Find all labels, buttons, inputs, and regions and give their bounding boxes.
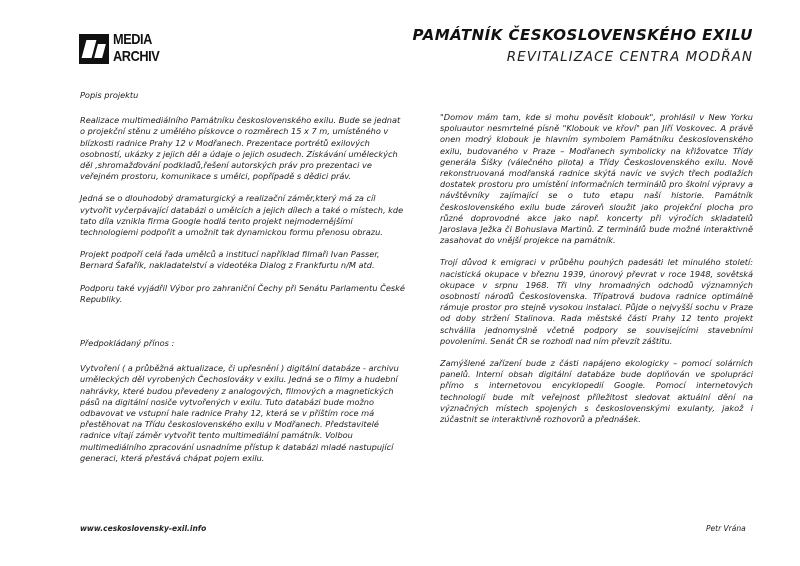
- footer-author: Petr Vrána: [706, 524, 746, 533]
- paragraph: "Domov mám tam, kde si mohu pověsit klobouk", prohlásil v New Yorku spoluautor nesmrtelné písně "Klobouk ve křoví" pan Jiří Voskovec. A právě onen modrý klobouk je hlavním symbolem Památníku československého exilu, budovaného v Praze – Modřanech symbolicky na křižovatce Třídy generála Šišky (válečného pilota) a Třídy Československého exilu. Nově rekonstruovaná modřanská radnice skýtá navíc ve svých třech podlažích dostatek prostoru pro umístění informačních terminálů pro školní výpravy a návštěvníky zajímající se o tuto etapu naší historie. Památník československého exilu bude zároveň sloužit jako projekční plocha pro různé doprovodné akce jako např. koncerty při výročích skladatelů Jaroslava Ježka či Bohuslava Martinů. Z terminálů bude možné interaktivně zasahovat do vnější projekce na památník.: [440, 112, 753, 246]
- paragraph: Trojí důvod k emigraci v průběhu pouhých padesáti let minulého století: nacistická okupace v březnu 1939, únorový převrat v roce 1948, sovětská okupace v srpnu 1968. Tři vlny hromadných odchodů významných osobností národů Československa. Třípatrová budova radnice optimálně rámuje prostor pro stejně vysokou instalaci. Půjde o nejvyšší sochu v Praze od doby stržení Stalinova. Rada městské části Prahy 12 tento projekt schválila jednomyslně včetně podpory se souvisejícími stavebními povoleními. Senát ČR se rozhodl nad ním převzít záštitu.: [440, 257, 753, 346]
- paragraph: Projekt podpoří celá řada umělců a institucí například filmaři Ivan Passer, Bernard Šafařík, nakladatelství a videotéka Dialog z Frankfurtu n/M atd.: [80, 249, 380, 271]
- logo-text: MEDIA ARCHIV: [113, 31, 160, 65]
- section-heading-description: Popis projektu: [80, 90, 139, 100]
- paragraph: Realizace multimediálního Památníku československého exilu. Bude se jednat o projekční stěnu z umělého pískovce o rozměrech 15 x 7 m, umístěného v blízkosti radnice Prahy 12 v Modřanech. Prezentace portrétů exilových osobností, ukázky z jejich děl a údaje o jejich osudech. Získávání uměleckých děl ,shromažďování podkladů,řešení autorských práv pro prezentaci ve veřejném prostoru, komunikace s umělci, popřípadě s dědici práv.: [80, 115, 401, 182]
- footer-url: www.ceskoslovensky-exil.info: [80, 524, 207, 533]
- right-column: [440, 112, 753, 436]
- page-title: PAMÁTNÍK ČESKOSLOVENSKÉHO EXILU: [412, 26, 753, 44]
- logo-mark-icon: [79, 34, 109, 64]
- paragraph: Vytvoření ( a průběžná aktualizace, či upřesnění ) digitální databáze - archivu uměleckých děl vyrobených Čechoslováky v exilu. Jedná se o filmy a hudební nahrávky, které budou převedeny z analogových, filmových a magnetických pásů na digitální nosiče vytvořených v exilu. Tuto databázi bude možno odbavovat ve vstupní hale radnice Prahy 12, která se v příštím roce má přestěhovat na Třídu československého exilu v Modřanech. Představitelé radnice vítají záměr vytvořit tento multimediální památník. Volbou multimediálního zpracování usnadníme přístup k databázi mladé nastupující generaci, která přestává chápat pojem exilu.: [80, 363, 399, 463]
- media-archiv-logo: [79, 30, 174, 68]
- spacer: [80, 316, 405, 338]
- paragraph: Jedná se o dlouhodobý dramaturgický a realizační záměr,který má za cíl vytvořit vyčerpávající databázi o umělcích a jejich dílech a také o místech, kde tato díla vznikla firma Google hodlá tento projekt nejmodernějšími technologiemi podpořit a umožnit tak dynamickou formu přenosu obrazu.: [80, 193, 404, 238]
- paragraph: Zamýšlené zařízení bude z části napájeno ekologicky – pomocí solárních panelů. Interní obsah digitální databáze bude doplňován ve spolupráci přímo s internetovou encyklopedií Google. Pomocí internetových technologií bude mít veřejnost příležitost sledovat aktuální dění na význačných místech spojených s československými exulanty, jakož i zúčastnit se interaktivně rozhovorů a přednášek.: [440, 358, 753, 425]
- section-heading-benefit: Předpokládaný přínos :: [80, 338, 175, 349]
- left-column: [80, 90, 405, 475]
- page-subtitle: REVITALIZACE CENTRA MODŘAN: [506, 49, 753, 65]
- paragraph: Podporu také vyjádřil Výbor pro zahraniční Čechy při Senátu Parlamentu České Republiky.: [80, 282, 405, 304]
